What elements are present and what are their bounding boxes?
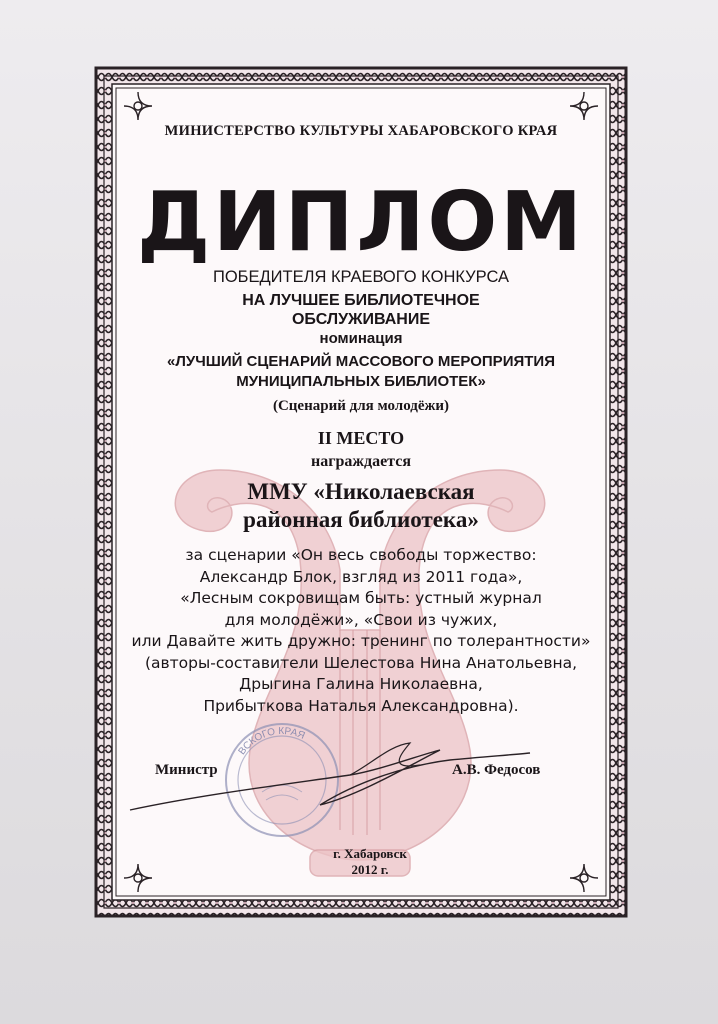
city-name: г. Хабаровск	[333, 846, 407, 861]
description-line: за сценарии «Он весь свободы торжество:	[185, 546, 537, 564]
nomination-line-1: «ЛУЧШИЙ СЦЕНАРИЙ МАССОВОГО МЕРОПРИЯТИЯ	[167, 353, 555, 370]
award-description	[122, 545, 600, 717]
minister-name: А.В. Федосов	[452, 762, 541, 778]
nomination-note: (Сценарий для молодёжи)	[272, 398, 450, 414]
description-line: или Давайте жить дружно: тренинг по толерантности»	[131, 632, 591, 650]
subtitle-line-1: ПОБЕДИТЕЛЯ КРАЕВОГО КОНКУРСА	[212, 268, 510, 286]
description-line: Дрыгина Галина Николаевна,	[239, 675, 483, 693]
nomination-line-2: МУНИЦИПАЛЬНЫХ БИБЛИОТЕК»	[236, 373, 486, 390]
ministry-heading: МИНИСТЕРСТВО КУЛЬТУРЫ ХАБАРОВСКОГО КРАЯ	[164, 123, 558, 139]
nomination-label: номинация	[319, 330, 403, 347]
description-line: «Лесным сокровищам быть: устный журнал	[180, 589, 542, 607]
seal-text: ВСКОГО КРАЯ	[236, 725, 307, 758]
minister-title: Министр	[155, 762, 218, 778]
diploma-title: ДИПЛОМ	[137, 175, 585, 270]
organization-name	[122, 478, 600, 534]
description-line: (авторы-составители Шелестова Нина Анатольевна,	[144, 653, 578, 672]
organization-line-1: ММУ «Николаевская	[247, 479, 475, 504]
subtitle-block	[122, 291, 600, 329]
organization-line-2: районная библиотека»	[243, 507, 479, 532]
subtitle-line-3: ОБСЛУЖИВАНИЕ	[291, 311, 431, 328]
description-line: для молодёжи», «Свои из чужих,	[224, 610, 498, 629]
issue-year: 2012 г.	[351, 862, 389, 877]
description-line: Прибыткова Наталья Александровна).	[203, 696, 519, 715]
place-and-date	[300, 846, 440, 878]
awarded-label: награждается	[311, 453, 411, 470]
place-award: II МЕСТО	[317, 428, 405, 448]
subtitle-line-2: НА ЛУЧШЕЕ БИБЛИОТЕЧНОЕ	[242, 292, 480, 309]
description-line: Александр Блок, взгляд из 2011 года»,	[199, 567, 523, 586]
nomination-name	[122, 352, 600, 392]
